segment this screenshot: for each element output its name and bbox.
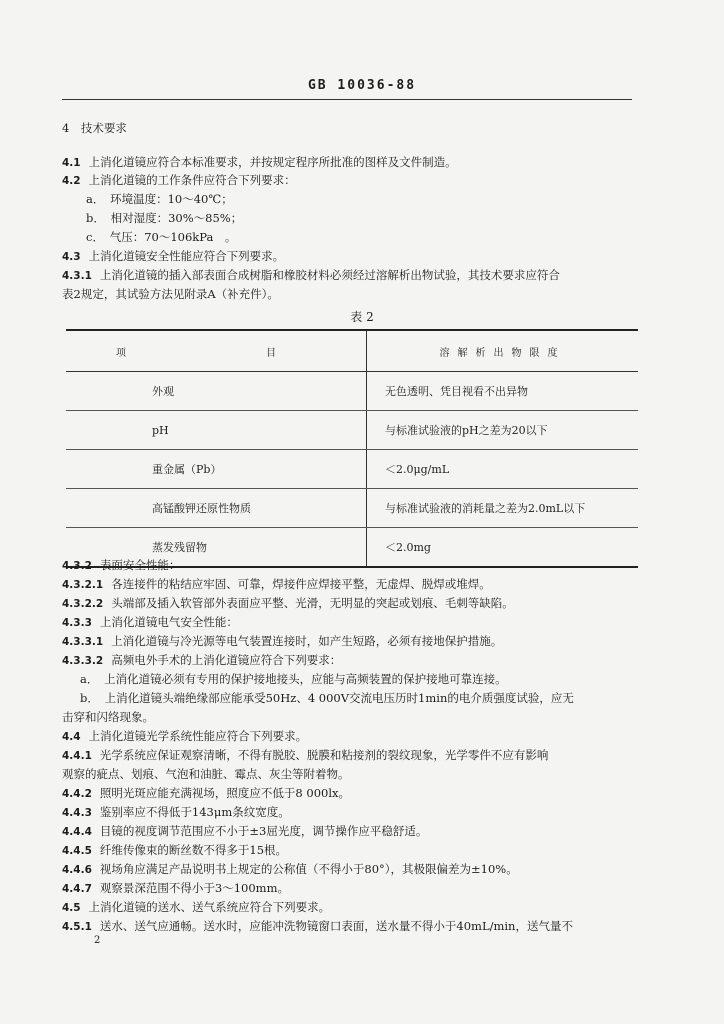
list-item: c． 气压：70～106kPa 。	[86, 230, 237, 244]
clause-line: 4.3.3.1 上消化道镜与冷光源等电气装置连接时，如产生短路，必须有接地保护措施。	[62, 634, 503, 648]
clause-line: 4.4.3 鉴别率应不得低于143μm条纹宽度。	[62, 805, 290, 819]
list-item: a． 上消化道镜必须有专用的保护接地接头，应能与高频装置的保护接地可靠连接。	[80, 672, 507, 686]
table-header-row	[66, 331, 638, 372]
cell-limit: ＜2.0μg/mL	[366, 450, 638, 488]
page-number: 2	[94, 935, 101, 946]
clause-line: 4.4.5 纤维传像束的断丝数不得多于15根。	[62, 843, 288, 857]
table-row	[66, 450, 638, 489]
clause-line: 4.3.2.1 各连接件的粘结应牢固、可靠，焊接件应焊接平整，无虚焊、脱焊或堆焊。	[62, 577, 491, 591]
table-row	[66, 411, 638, 450]
clause-line: 4.3.3 上消化道镜电气安全性能：	[62, 615, 238, 629]
cell-limit: ＜2.0mg	[366, 528, 638, 566]
cell-limit: 与标准试验液的pH之差为20以下	[366, 411, 638, 449]
clause-line: 4.3.2 表面安全性能：	[62, 558, 181, 572]
clause-line: 4.3 上消化道镜安全性能应符合下列要求。	[62, 249, 285, 263]
cell-limit: 无色透明、凭目视看不出异物	[366, 372, 638, 410]
list-item: b． 上消化道镜头端绝缘部应能承受50Hz、4 000V交流电压历时1min的电介质强度试验，应无	[80, 691, 574, 705]
clause-line: 4.4.2 照明光斑应能充满视场，照度应不低于8 000lx。	[62, 786, 350, 800]
clause-line: 4.4.1 光学系统应保证观察清晰，不得有脱胶、脱膜和粘接剂的裂纹现象，光学零件不应有影响	[62, 748, 549, 762]
header-item: 项 目	[116, 347, 316, 359]
clause-line: 4.4.7 观察景深范围不得小于3～100mm。	[62, 881, 289, 895]
clause-line: 4.4.4 目镜的视度调节范围应不小于±3屈光度，调节操作应平稳舒适。	[62, 824, 428, 838]
limits-table	[66, 329, 638, 568]
cell-item: 重金属（Pb）	[152, 463, 222, 476]
clause-line: 4.3.3.2 高频电外手术的上消化道镜应符合下列要求：	[62, 653, 342, 667]
clause-line: 4.2 上消化道镜的工作条件应符合下列要求：	[62, 173, 296, 187]
table-row	[66, 372, 638, 411]
clause-line: 4.5.1 送水、送气应通畅。送水时，应能冲洗物镜窗口表面，送水量不得小于40mL/min，送气量不	[62, 919, 573, 933]
clause-line: 4.3.1 上消化道镜的插入部表面合成树脂和橡胶材料必须经过溶解析出物试验，其技术要求应符合	[62, 268, 560, 282]
clause-line: 4.3.2.2 头端部及插入软管部外表面应平整、光滑，无明显的突起或划痕、毛刺等缺陷。	[62, 596, 514, 610]
list-item: b． 相对湿度：30%～85%；	[86, 211, 243, 225]
header-limit: 溶解析出物限度	[366, 331, 638, 371]
section-heading: 4 技术要求	[62, 121, 127, 135]
clause-continuation: 表2规定，其试验方法见附录A（补充件）。	[62, 287, 279, 301]
table-row	[66, 489, 638, 528]
clause-line: 4.4.6 视场角应满足产品说明书上规定的公称值（不得小于80°），其极限偏差为±10%。	[62, 862, 518, 876]
cell-item: 高锰酸钾还原性物质	[152, 502, 251, 515]
list-item: a． 环境温度：10～40℃；	[86, 192, 233, 206]
cell-item: pH	[152, 423, 169, 437]
clause-line: 4.4 上消化道镜光学系统性能应符合下列要求。	[62, 729, 308, 743]
cell-item: 外观	[152, 385, 174, 398]
clause-line: 4.5 上消化道镜的送水、送气系统应符合下列要求。	[62, 900, 331, 914]
clause-line: 4.1 上消化道镜应符合本标准要求，并按规定程序所批准的图样及文件制造。	[62, 155, 457, 169]
table-title: 表 2	[350, 310, 374, 324]
standard-number-header: GB 10036-88	[307, 78, 417, 93]
header-rule	[62, 99, 632, 100]
cell-item: 蒸发残留物	[152, 541, 207, 554]
clause-continuation: 击穿和闪络现象。	[62, 710, 154, 724]
cell-limit: 与标准试验液的消耗量之差为2.0mL以下	[366, 489, 638, 527]
clause-continuation: 观察的疵点、划痕、气泡和油脏、霉点、灰尘等附着物。	[62, 767, 350, 781]
